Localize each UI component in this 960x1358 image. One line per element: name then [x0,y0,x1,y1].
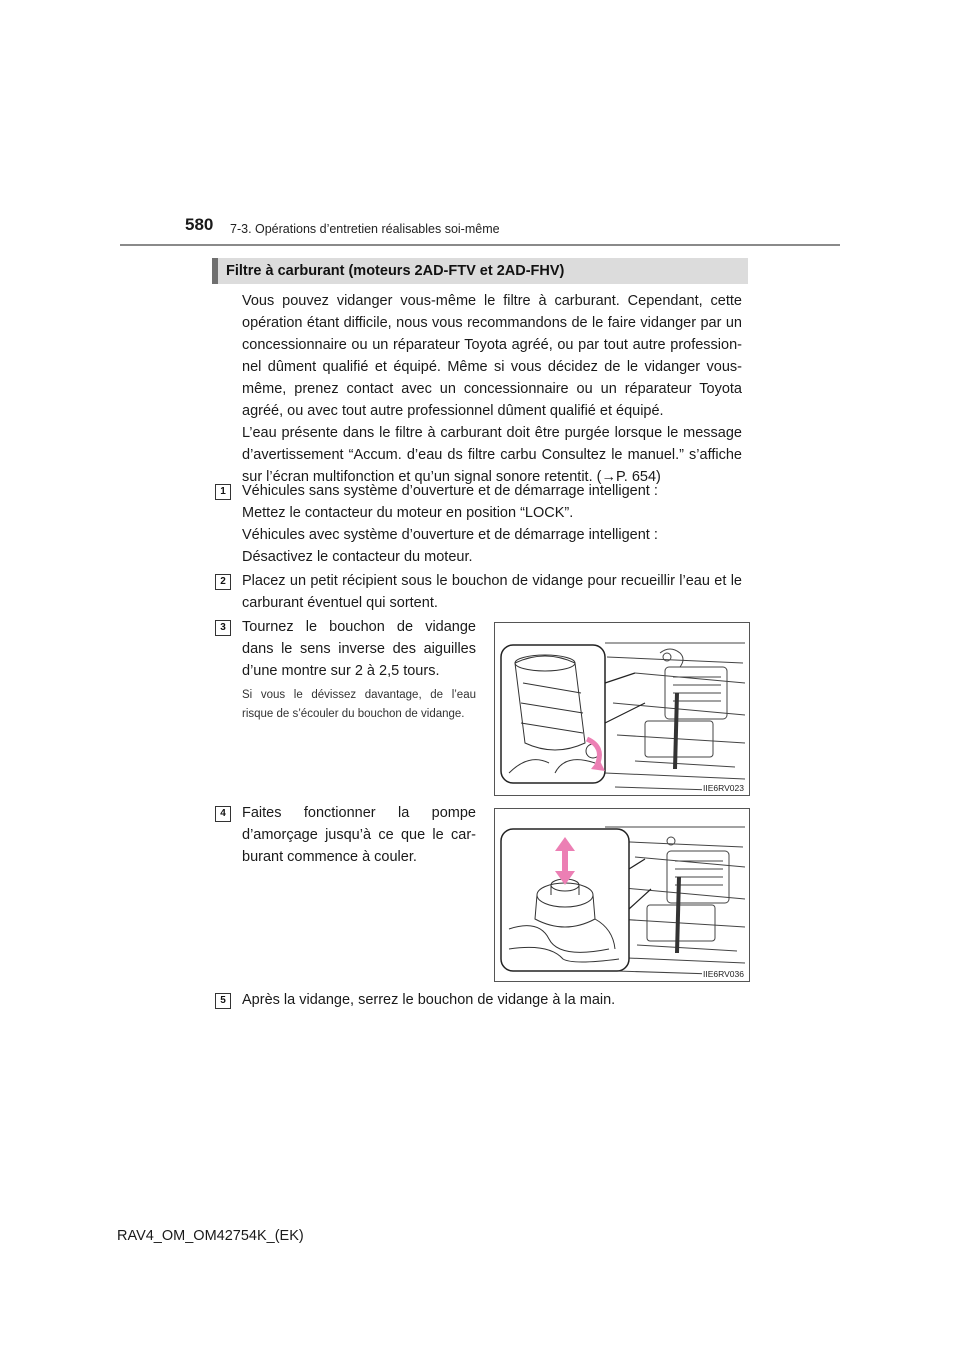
step-5-text: Après la vidange, serrez le bouchon de vidange à la main. [242,992,616,1008]
priming-pump-illustration [494,808,750,982]
step-1-line: Véhicules sans système d’ouverture et de démarrage intelligent : [242,483,658,499]
step-number-3: 3 [215,620,231,636]
step-number-4: 4 [215,806,231,822]
drain-plug-drawing [495,623,750,796]
step-1-text [242,480,658,568]
illustration-code: IIE6RV036 [703,969,744,979]
step-number-1: 1 [215,484,231,500]
step-number-5: 5 [215,993,231,1009]
page-number: 580 [185,215,214,234]
priming-pump-drawing [495,809,750,982]
intro-paragraph: Vous pouvez vidanger vous-même le filtre à carburant. Cependant, cette opération étant difficile, nous vous recommandons de le faire vidanger par un concessionnaire ou un réparateur Toyota agréé, ou par tout autre profession-nel dûment qualifié et équipé. Même si vous décidez de le vidanger vous-même, prenez contact avec un concessionnaire ou un réparateur Toyota agréé, ou avec tout autre professionnel dûment qualifié et équipé. [242,293,742,419]
step-2-text: Placez un petit récipient sous le bouchon de vidange pour recueillir l’eau et le carburant éventuel qui sortent. [242,573,742,611]
step-1-line: Véhicules avec système d’ouverture et de démarrage intelligent : [242,527,658,543]
step-number-2: 2 [215,574,231,590]
step-4-text: Faites fonctionner la pompe d’amorçage jusqu’à ce que le car-burant commence à couler. [242,805,476,865]
drain-plug-illustration [494,622,750,796]
step-3-note: Si vous le dévissez davantage, de l’eau risque de s’écouler du bouchon de vidange. [242,689,476,720]
step-1-line: Désactivez le contacteur du moteur. [242,549,473,565]
step-3-text: Tournez le bouchon de vidange dans le sens inverse des aiguilles d’une montre sur 2 à 2,5 tours. [242,619,476,679]
step-1-line: Mettez le contacteur du moteur en position “LOCK”. [242,505,574,521]
illustration-code: IIE6RV023 [703,783,744,793]
subheading: Filtre à carburant (moteurs 2AD-FTV et 2AD-FHV) [212,258,748,284]
warning-paragraph: L’eau présente dans le filtre à carburant doit être purgée lorsque le message d’avertissement “Accum. d’eau ds filtre carbu Consultez le manuel.” s’affiche sur l’écran multifonction et qu’un signal sonore retentit. (→P. 654) [242,425,742,485]
header-rule [120,244,840,246]
section-title: 7-3. Opérations d’entretien réalisables soi-même [230,222,500,236]
footer-code: RAV4_OM_OM42754K_(EK) [117,1228,304,1244]
